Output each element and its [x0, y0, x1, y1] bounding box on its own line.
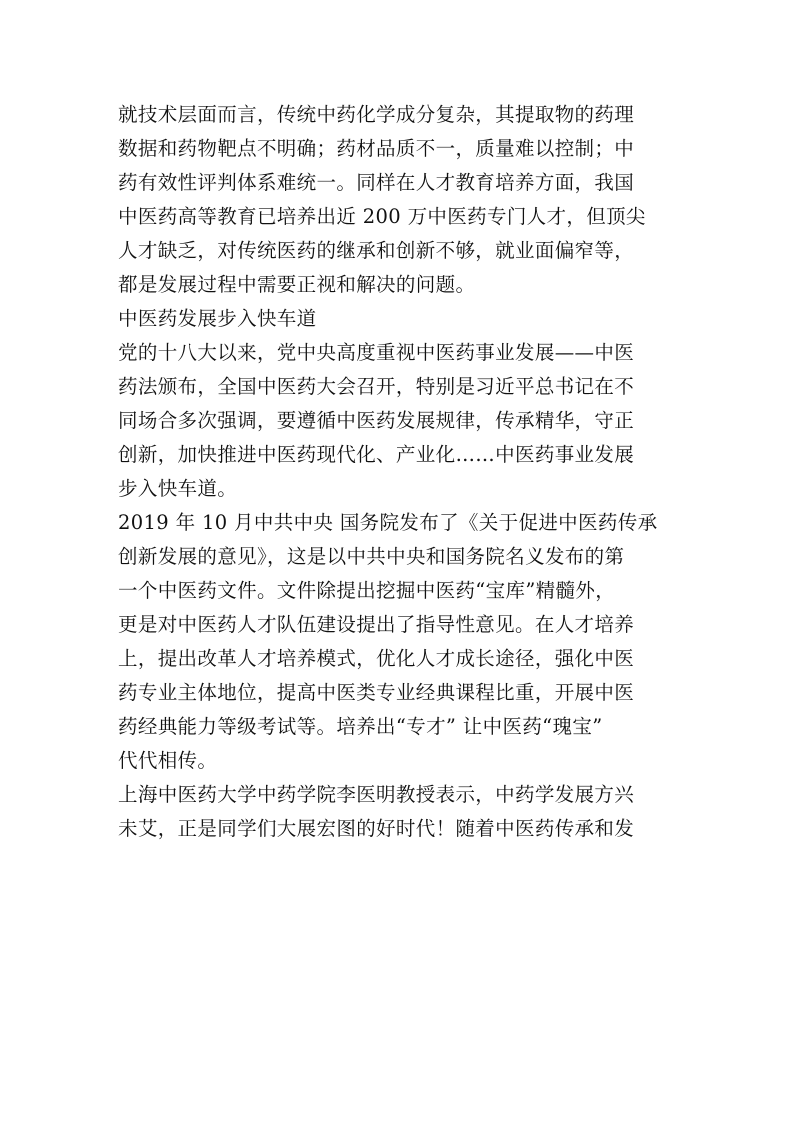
paragraph-line: 党的十八大以来，党中央高度重视中医药事业发展——中医	[118, 341, 635, 364]
paragraph-line: 药有效性评判体系难统一。同样在人才教育培养方面，我国	[118, 171, 635, 194]
paragraph-line: 都是发展过程中需要正视和解决的问题。	[118, 273, 476, 296]
paragraph-line: 中医药高等教育已培养出近 200 万中医药专门人才，但顶尖	[118, 205, 646, 228]
paragraph-line: 药法颁布，全国中医药大会召开，特别是习近平总书记在不	[118, 375, 635, 398]
paragraph-line: 创新发展的意见》，这是以中共中央和国务院名义发布的第	[118, 545, 625, 568]
paragraph-line: 上，提出改革人才培养模式，优化人才成长途径，强化中医	[118, 647, 635, 670]
paragraph-line: 药专业主体地位，提高中医类专业经典课程比重，开展中医	[118, 681, 635, 704]
section-heading: 中医药发展步入快车道	[118, 307, 317, 330]
paragraph-line: 未艾，正是同学们大展宏图的好时代！随着中医药传承和发	[118, 817, 635, 840]
paragraph-line: 代代相传。	[118, 749, 218, 772]
paragraph-line: 数据和药物靶点不明确；药材品质不一，质量难以控制；中	[118, 137, 635, 160]
paragraph-line: 一个中医药文件。文件除提出挖掘中医药“宝库”精髓外，	[118, 579, 616, 602]
paragraph-line: 步入快车道。	[118, 477, 238, 500]
paragraph-line: 2019 年 10 月中共中央 国务院发布了《关于促进中医药传承	[118, 511, 658, 534]
paragraph-line: 就技术层面而言，传统中药化学成分复杂，其提取物的药理	[118, 103, 635, 126]
paragraph-line: 上海中医药大学中药学院李医明教授表示，中药学发展方兴	[118, 783, 635, 806]
paragraph-line: 创新，加快推进中医药现代化、产业化……中医药事业发展	[118, 443, 635, 466]
paragraph-line: 人才缺乏，对传统医药的继承和创新不够，就业面偏窄等，	[118, 239, 635, 262]
paragraph-line: 同场合多次强调，要遵循中医药发展规律，传承精华，守正	[118, 409, 635, 432]
paragraph-line: 更是对中医药人才队伍建设提出了指导性意见。在人才培养	[118, 613, 635, 636]
paragraph-line: 药经典能力等级考试等。培养出“专才” 让中医药“瑰宝”	[118, 715, 603, 738]
